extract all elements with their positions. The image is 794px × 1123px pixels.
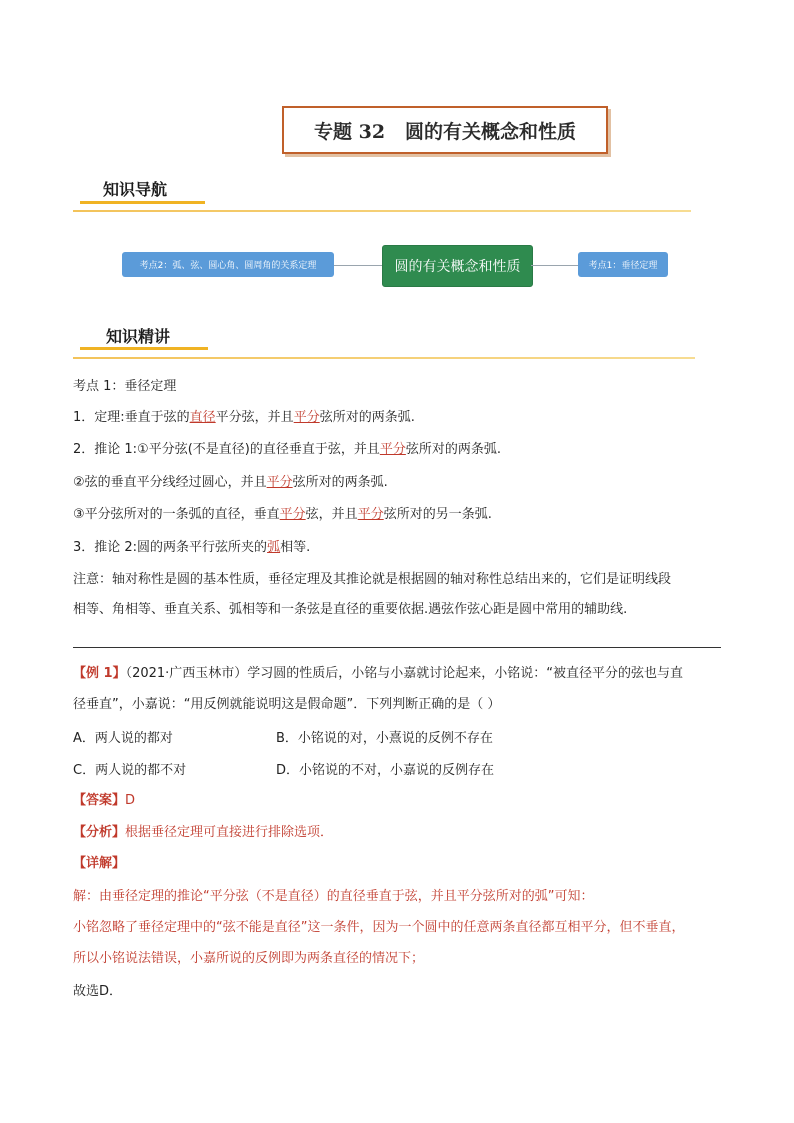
option-a: A．两人说的都对 [73, 731, 173, 746]
analysis-label: 【分析】 [73, 825, 126, 840]
example-question-line-2: 径垂直”，小嘉说：“用反例就能说明这是假命题”．下列判断正确的是（ ） [73, 697, 501, 712]
answer-value: D [125, 793, 136, 808]
example-question-line-1: 【例 1】（2021·广西玉林市）学习圆的性质后，小铭与小嘉就讨论起来，小铭说：“被直径平分的弦也与直 [73, 666, 684, 681]
corollary-1-item-2: ②弦的垂直平分线经过圆心，并且平分弦所对的两条弧. [73, 475, 388, 490]
detail-label-line [73, 854, 125, 874]
analysis-line: 【分析】根据垂径定理可直接进行排除选项． [73, 825, 334, 840]
detail-label: 【详解】 [73, 856, 126, 871]
lecture-section-title: 知识精讲 [106, 327, 171, 346]
page-title: 专题 32 圆的有关概念和性质 [282, 106, 608, 154]
lecture-title-underline [80, 347, 208, 350]
detail-line-3: 所以小铭说法错误，小嘉所说的反例即为两条直径的情况下； [73, 951, 425, 966]
lecture-divider [73, 357, 695, 359]
answer-label: 【答案】 [73, 793, 126, 808]
answer-line [73, 791, 135, 811]
corollary-1-line: 2．推论 1:①平分弦(不是直径)的直径垂直于弦，并且平分弦所对的两条弧. [73, 442, 502, 457]
corollary-1-item-3: ③平分弦所对的一条弧的直径，垂直平分弦，并且平分弦所对的另一条弧. [73, 507, 492, 522]
note-line-2: 相等、角相等、垂直关系、弧相等和一条弦是直径的重要依据.遇弦作弦心距是圆中常用的辅助线. [73, 602, 628, 617]
nav-title-underline [80, 201, 205, 204]
point-title: 考点 1：垂径定理 [73, 379, 177, 394]
section-separator [73, 647, 721, 648]
mindmap-right-connector [531, 265, 578, 266]
option-b: B．小铭说的对，小熹说的反例不存在 [276, 731, 493, 746]
detail-line-2: 小铭忽略了垂径定理中的“弦不能是直径”这一条件，因为一个圆中的任意两条直径都互相平分，但不垂直， [73, 920, 685, 935]
mindmap-center-node: 圆的有关概念和性质 [382, 245, 533, 287]
mindmap-left-connector [334, 265, 382, 266]
example-label: 【例 1】 [73, 666, 126, 681]
corollary-2-line: 3．推论 2:圆的两条平行弦所夹的弧相等. [73, 540, 311, 555]
theorem-line-1: 1．定理:垂直于弦的直径平分弦，并且平分弦所对的两条弧. [73, 410, 415, 425]
mindmap-right-node: 考点1：垂径定理 [578, 252, 668, 277]
note-line-1: 注意：轴对称性是圆的基本性质，垂径定理及其推论就是根据圆的轴对称性总结出来的，它们是证明线段 [73, 572, 672, 587]
nav-section-title: 知识导航 [103, 180, 168, 199]
mindmap-left-node: 考点2：弧、弦、圆心角、圆周角的关系定理 [122, 252, 334, 277]
option-c: C．两人说的都不对 [73, 763, 187, 778]
detail-line-4: 故选D． [73, 984, 123, 999]
detail-line-1: 解：由垂径定理的推论“平分弦（不是直径）的直径垂直于弦，并且平分弦所对的弧”可知： [73, 889, 594, 904]
option-d: D．小铭说的不对，小嘉说的反例存在 [276, 763, 495, 778]
nav-divider [73, 210, 691, 212]
